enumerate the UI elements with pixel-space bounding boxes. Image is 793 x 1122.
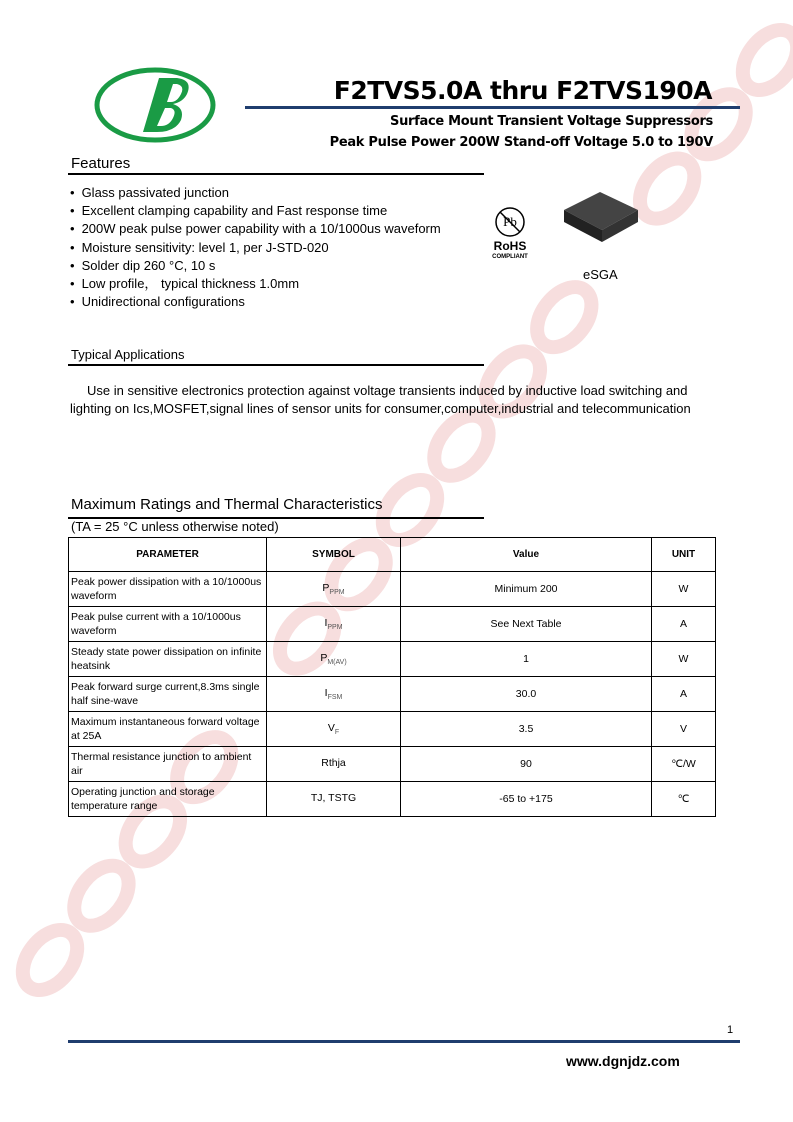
cell-parameter: Maximum instantaneous forward voltage at 25A bbox=[69, 712, 267, 747]
table-row bbox=[69, 642, 716, 677]
cell-symbol bbox=[267, 782, 401, 817]
col-parameter: PARAMETER bbox=[69, 538, 267, 572]
table-header bbox=[69, 538, 716, 572]
package-image bbox=[558, 188, 642, 248]
cell-unit: A bbox=[652, 607, 716, 642]
list-item: • Solder dip 260 °C, 10 s bbox=[70, 257, 441, 275]
package-label: eSGA bbox=[583, 267, 618, 282]
cell-value: 90 bbox=[401, 747, 652, 782]
table-row bbox=[69, 572, 716, 607]
cell-symbol bbox=[267, 572, 401, 607]
cell-unit: ℃ bbox=[652, 782, 716, 817]
ratings-note: (TA = 25 °C unless otherwise noted) bbox=[71, 519, 279, 534]
table-row bbox=[69, 782, 716, 817]
col-value: Value bbox=[401, 538, 652, 572]
cell-unit: ℃/W bbox=[652, 747, 716, 782]
list-item: • Excellent clamping capability and Fast response time bbox=[70, 202, 441, 220]
subtitle-1: Surface Mount Transient Voltage Suppressors bbox=[390, 114, 713, 129]
table-row bbox=[69, 677, 716, 712]
document-title: F2TVS5.0A thru F2TVS190A bbox=[333, 76, 712, 105]
cell-value: 30.0 bbox=[401, 677, 652, 712]
symbol-text: P bbox=[322, 581, 330, 594]
divider bbox=[68, 364, 484, 366]
ratings-table bbox=[68, 537, 716, 817]
symbol-text: I bbox=[324, 686, 328, 699]
table-row bbox=[69, 712, 716, 747]
cell-unit: V bbox=[652, 712, 716, 747]
cell-parameter: Steady state power dissipation on infinite heatsink bbox=[69, 642, 267, 677]
cell-value: Minimum 200 bbox=[401, 572, 652, 607]
table-row bbox=[69, 747, 716, 782]
watermark-mark bbox=[526, 277, 603, 358]
cell-value: 3.5 bbox=[401, 712, 652, 747]
cell-unit: W bbox=[652, 572, 716, 607]
list-item: • Low profile， typical thickness 1.0mm bbox=[70, 275, 441, 293]
cell-value: See Next Table bbox=[401, 607, 652, 642]
col-unit: UNIT bbox=[652, 538, 716, 572]
symbol-text: P bbox=[320, 651, 328, 664]
page-number: 1 bbox=[727, 1024, 734, 1036]
cell-symbol bbox=[267, 747, 401, 782]
features-heading: Features bbox=[71, 155, 131, 172]
cell-unit: W bbox=[652, 642, 716, 677]
divider bbox=[68, 173, 484, 175]
footer-url[interactable]: www.dgnjdz.com bbox=[566, 1053, 680, 1069]
symbol-text: Rthja bbox=[321, 756, 346, 769]
list-item: • Glass passivated junction bbox=[70, 184, 441, 202]
cell-symbol bbox=[267, 677, 401, 712]
cell-parameter: Operating junction and storage temperature range bbox=[69, 782, 267, 817]
pb-free-icon bbox=[492, 204, 528, 240]
ratings-heading: Maximum Ratings and Thermal Characteristics bbox=[71, 496, 383, 513]
symbol-subscript: FSM bbox=[327, 694, 343, 702]
cell-symbol bbox=[267, 607, 401, 642]
symbol-subscript: PPM bbox=[327, 624, 343, 632]
footer-rule bbox=[68, 1040, 740, 1043]
applications-heading: Typical Applications bbox=[71, 347, 185, 362]
list-item: • 200W peak pulse power capability with a 10/1000us waveform bbox=[70, 220, 441, 238]
cell-parameter: Thermal resistance junction to ambient air bbox=[69, 747, 267, 782]
cell-parameter: Peak forward surge current,8.3ms single half sine-wave bbox=[69, 677, 267, 712]
list-item: • Moisture sensitivity: level 1, per J-STD-020 bbox=[70, 239, 441, 257]
col-symbol: SYMBOL bbox=[267, 538, 401, 572]
cell-value: -65 to +175 bbox=[401, 782, 652, 817]
subtitle-2: Peak Pulse Power 200W Stand-off Voltage 5.0 to 190V bbox=[329, 135, 713, 150]
watermark-mark bbox=[12, 920, 89, 1001]
cell-value: 1 bbox=[401, 642, 652, 677]
symbol-text: V bbox=[327, 721, 335, 734]
symbol-text: I bbox=[324, 616, 328, 629]
watermark-mark bbox=[423, 405, 500, 486]
symbol-subscript: M(AV) bbox=[327, 659, 347, 667]
features-list bbox=[70, 184, 441, 311]
header-rule bbox=[245, 106, 740, 109]
table-row bbox=[69, 607, 716, 642]
rohs-compliant: COMPLIANT bbox=[492, 254, 528, 260]
applications-text: Use in sensitive electronics protection against voltage transients induced by inductive load switching and lighting on Ics,MOSFET,signal lines of sensor units for consumer,computer,industrial and telecommunication bbox=[70, 383, 691, 416]
rohs-badge bbox=[488, 204, 532, 274]
rohs-label: RoHS bbox=[493, 239, 527, 253]
cell-parameter: Peak pulse current with a 10/1000us waveform bbox=[69, 607, 267, 642]
symbol-subscript: PPM bbox=[329, 589, 345, 597]
cell-symbol bbox=[267, 642, 401, 677]
cell-parameter: Peak power dissipation with a 10/1000us waveform bbox=[69, 572, 267, 607]
cell-unit: A bbox=[652, 677, 716, 712]
pb-label: Pb bbox=[503, 214, 517, 229]
watermark-mark bbox=[732, 20, 793, 101]
company-logo bbox=[93, 66, 217, 144]
symbol-text: TJ, TSTG bbox=[310, 791, 357, 804]
list-item: • Unidirectional configurations bbox=[70, 293, 441, 311]
symbol-subscript: F bbox=[334, 729, 340, 737]
cell-symbol bbox=[267, 712, 401, 747]
watermark-mark bbox=[63, 855, 140, 936]
